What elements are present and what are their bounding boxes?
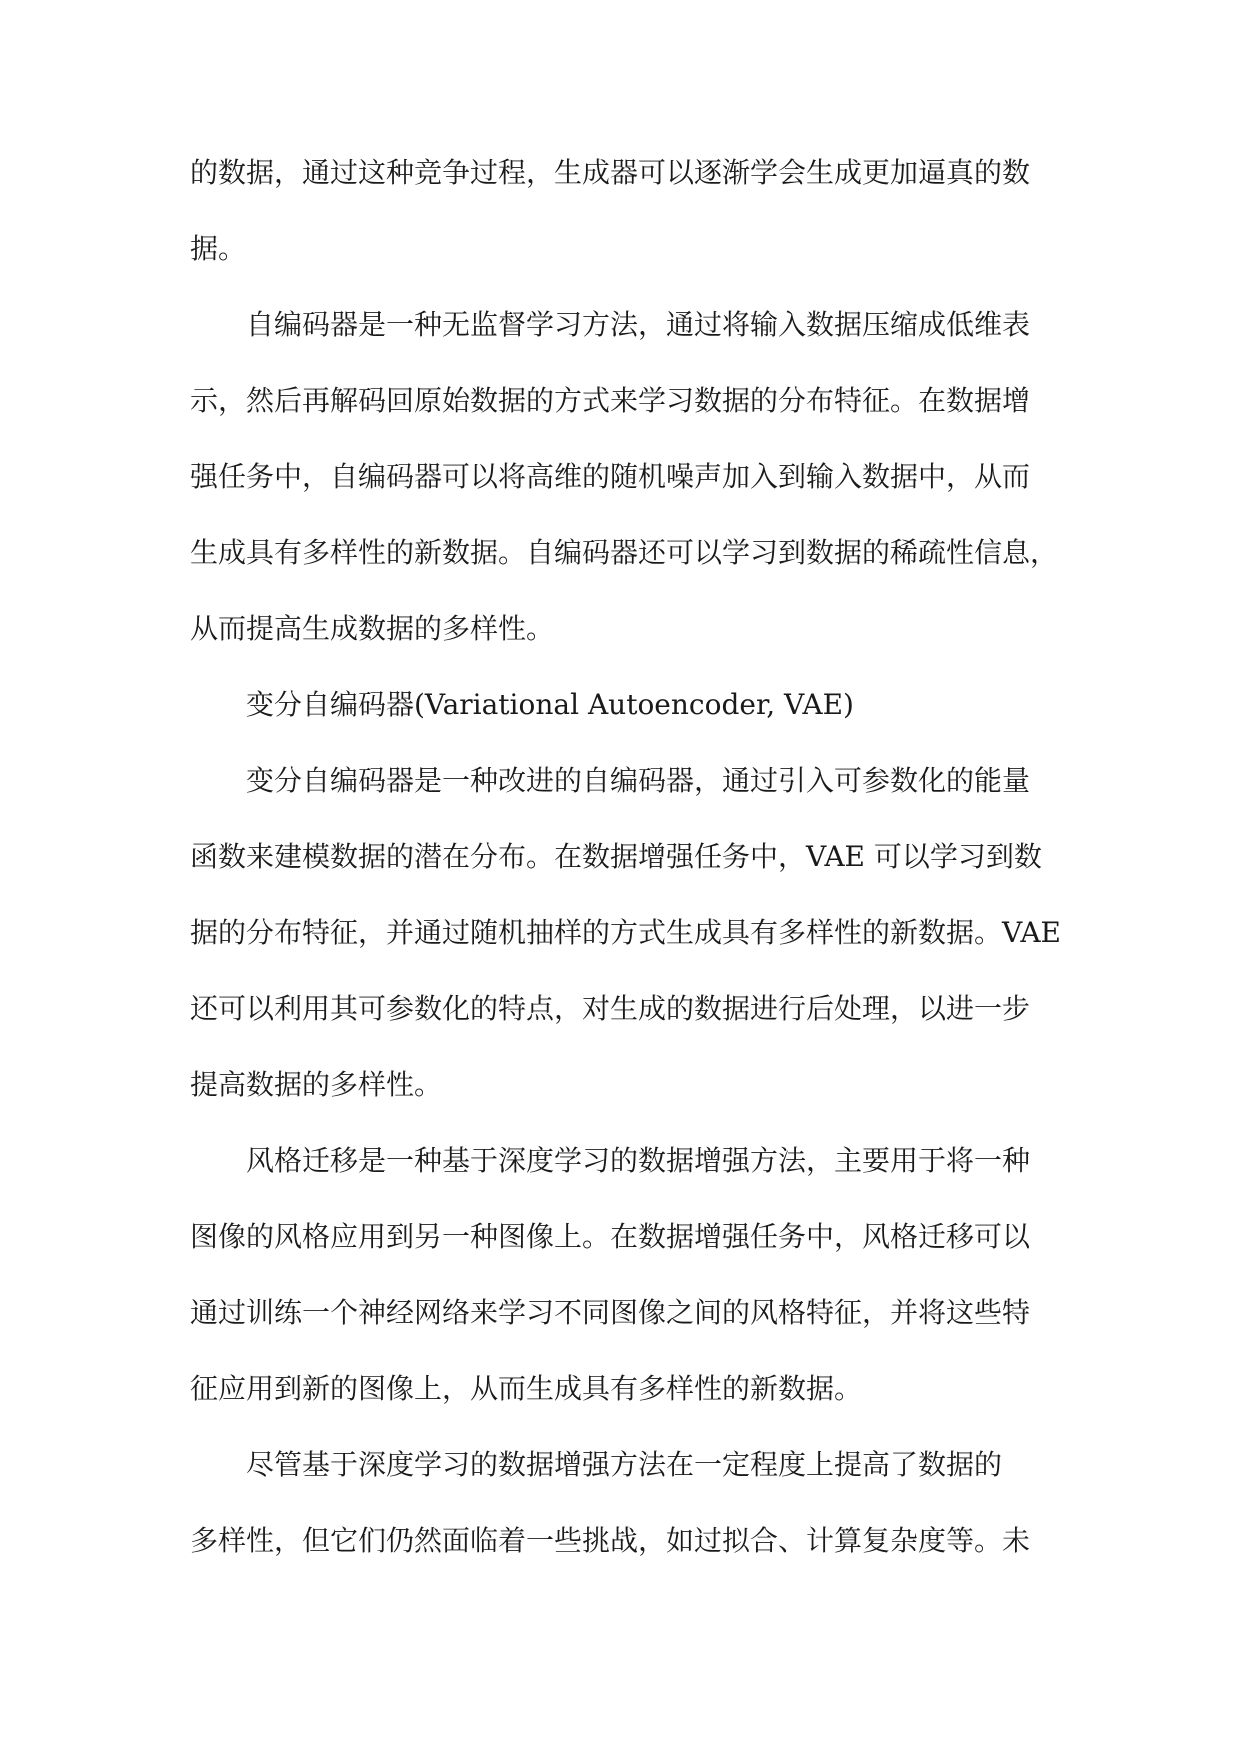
paragraph-gan-continuation bbox=[190, 135, 1058, 287]
text-line: 函数来建模数据的潜在分布。在数据增强任务中，VAE 可以学习到数 bbox=[190, 840, 1042, 873]
section-heading-vae bbox=[190, 667, 1058, 743]
text-line: 的数据，通过这种竞争过程，生成器可以逐渐学会生成更加逼真的数 bbox=[190, 156, 1031, 189]
paragraph-style-transfer bbox=[190, 1123, 1058, 1427]
text-line: 据的分布特征，并通过随机抽样的方式生成具有多样性的新数据。VAE bbox=[190, 916, 1061, 949]
text-line: 还可以利用其可参数化的特点，对生成的数据进行后处理，以进一步 bbox=[190, 992, 1031, 1025]
document-body bbox=[190, 135, 1061, 1579]
paragraph-challenges bbox=[190, 1427, 1058, 1579]
text-line: 强任务中，自编码器可以将高维的随机噪声加入到输入数据中，从而 bbox=[190, 460, 1031, 493]
text-line: 尽管基于深度学习的数据增强方法在一定程度上提高了数据的 bbox=[246, 1448, 1003, 1481]
text-line: 变分自编码器是一种改进的自编码器，通过引入可参数化的能量 bbox=[246, 764, 1031, 797]
text-line: 多样性，但它们仍然面临着一些挑战，如过拟合、计算复杂度等。未 bbox=[190, 1524, 1031, 1557]
text-line: 图像的风格应用到另一种图像上。在数据增强任务中，风格迁移可以 bbox=[190, 1220, 1031, 1253]
text-line: 生成具有多样性的新数据。自编码器还可以学习到数据的稀疏性信息， bbox=[190, 536, 1059, 569]
text-line: 通过训练一个神经网络来学习不同图像之间的风格特征，并将这些特 bbox=[190, 1296, 1031, 1329]
paragraph-vae bbox=[190, 743, 1061, 1123]
text-line: 示，然后再解码回原始数据的方式来学习数据的分布特征。在数据增 bbox=[190, 384, 1031, 417]
paragraph-autoencoder bbox=[190, 287, 1058, 667]
text-line: 提高数据的多样性。 bbox=[190, 1068, 443, 1101]
heading-line: 变分自编码器(Variational Autoencoder, VAE) bbox=[246, 688, 854, 721]
text-line: 风格迁移是一种基于深度学习的数据增强方法，主要用于将一种 bbox=[246, 1144, 1031, 1177]
text-line: 据。 bbox=[190, 232, 247, 265]
text-line: 从而提高生成数据的多样性。 bbox=[190, 612, 555, 645]
text-line: 征应用到新的图像上，从而生成具有多样性的新数据。 bbox=[190, 1372, 863, 1405]
text-line: 自编码器是一种无监督学习方法，通过将输入数据压缩成低维表 bbox=[246, 308, 1031, 341]
